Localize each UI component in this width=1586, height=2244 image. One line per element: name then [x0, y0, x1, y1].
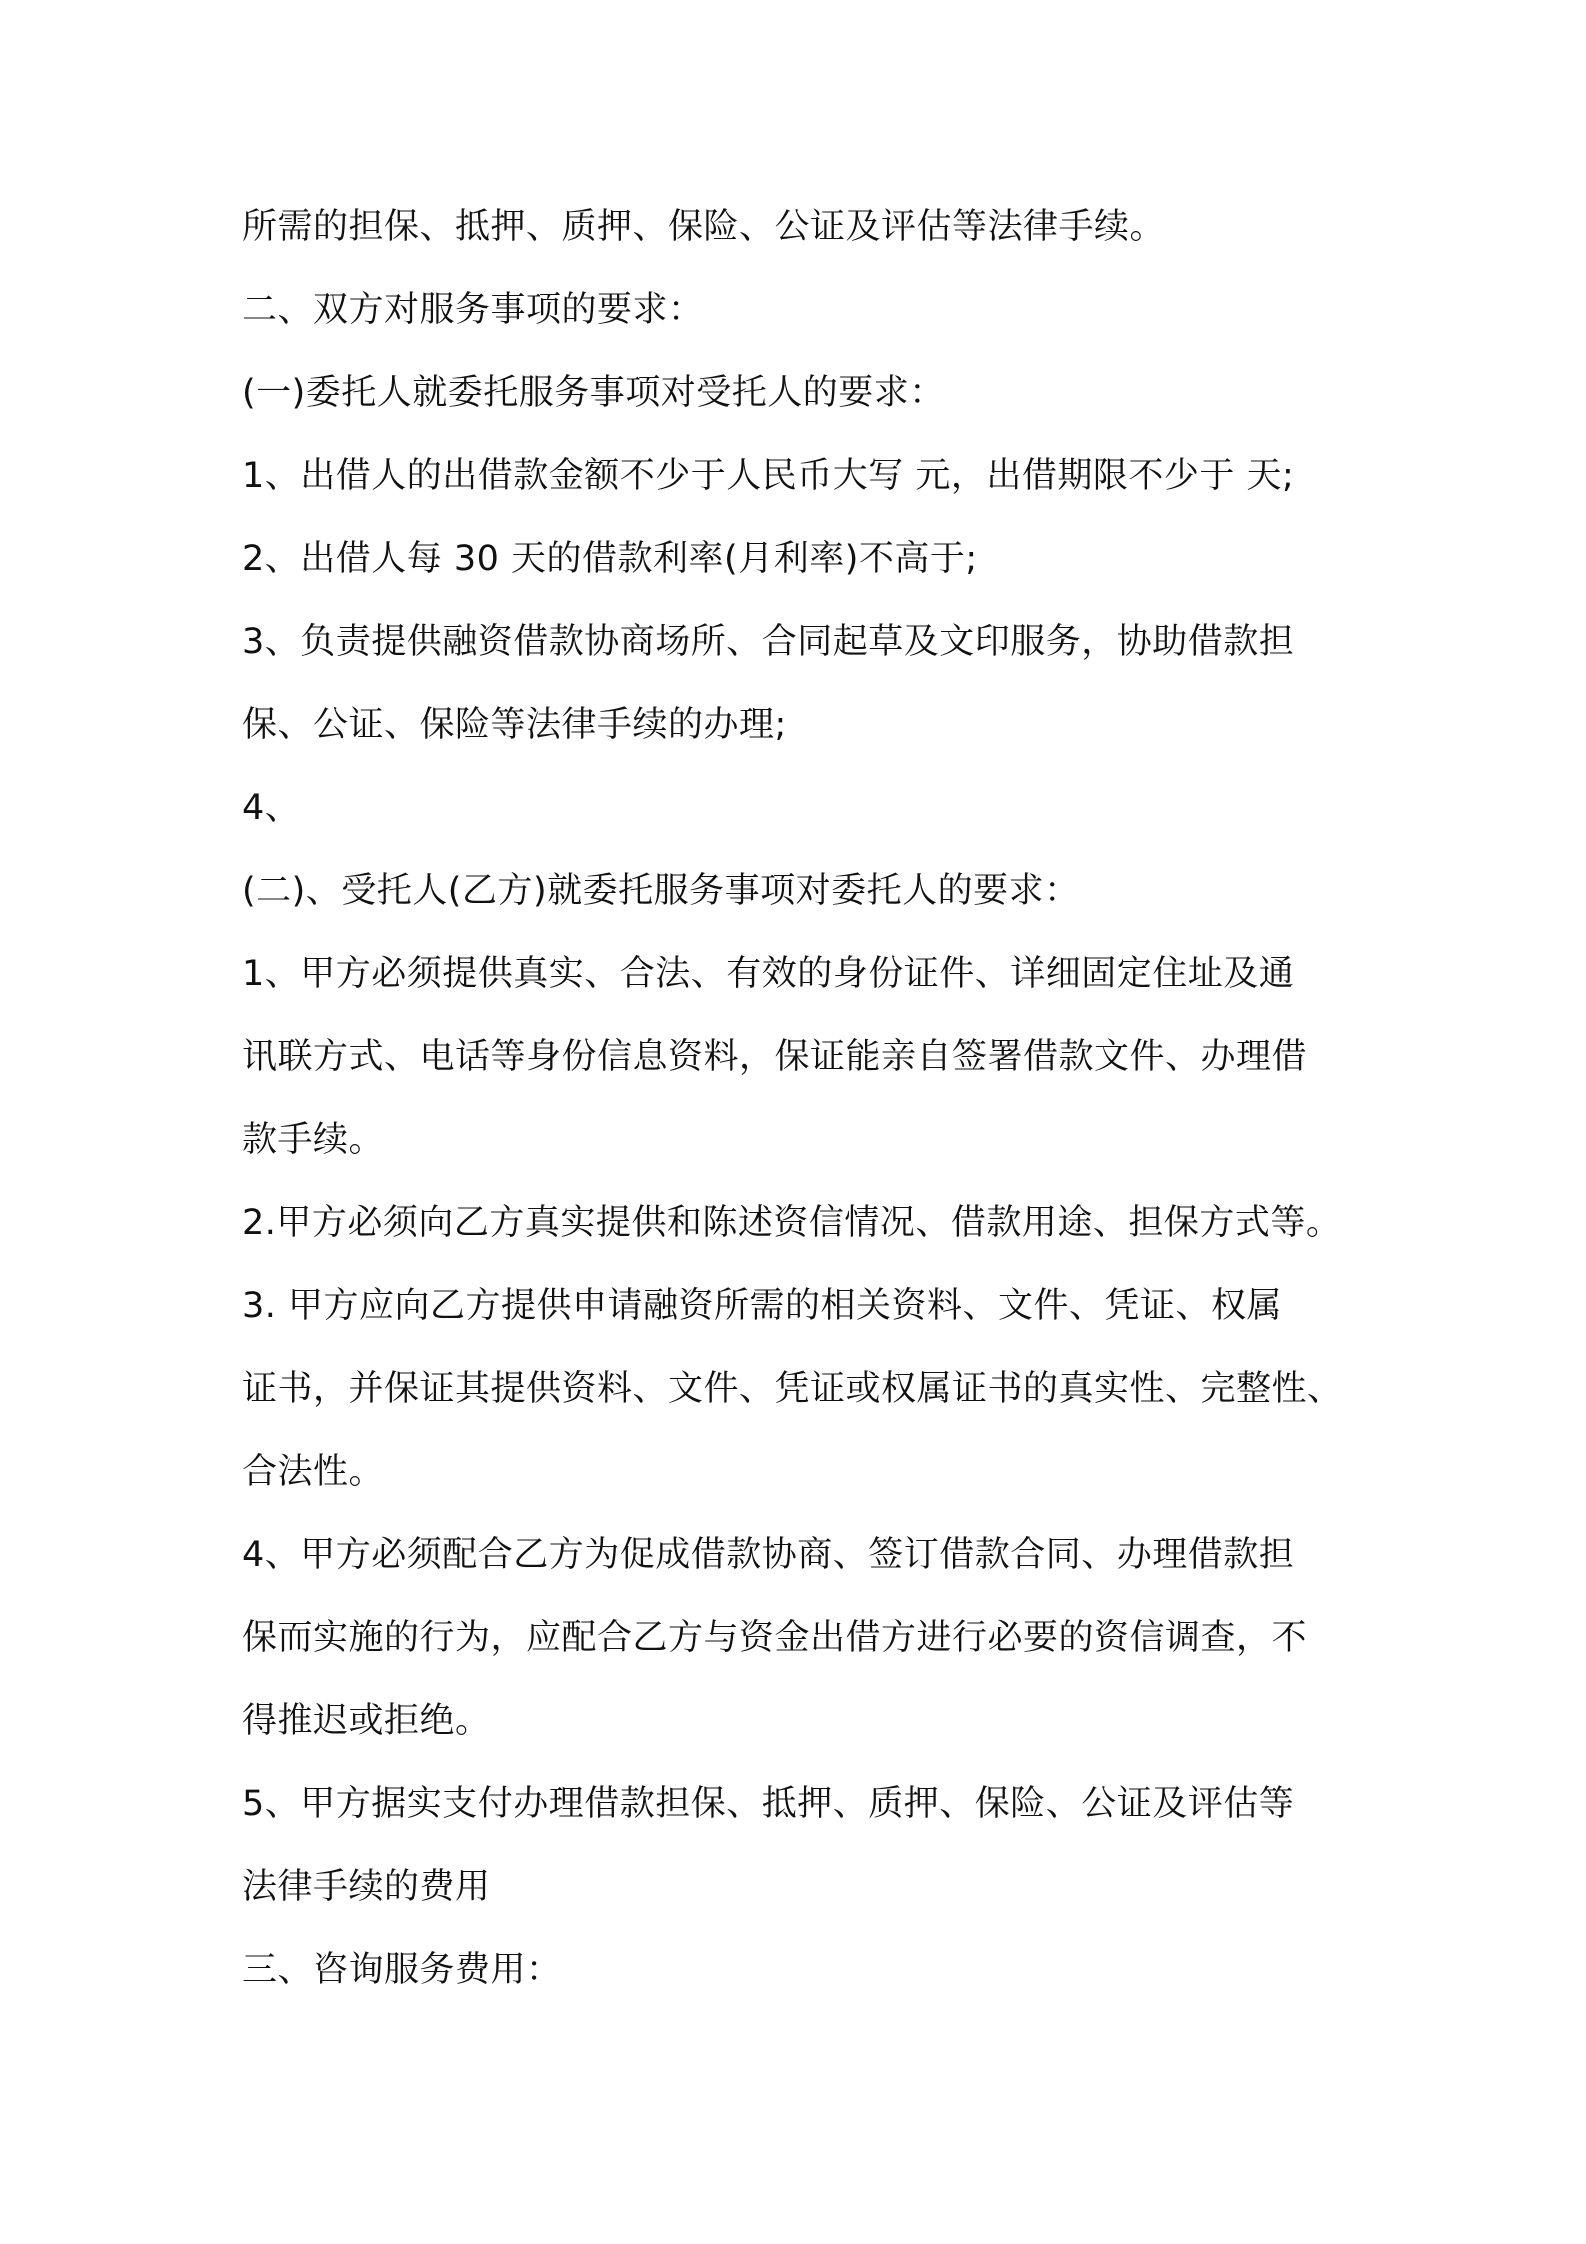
subsection-heading: (二)、受托人(乙方)就委托服务事项对委托人的要求：	[242, 871, 1080, 911]
section-heading: 二、双方对服务事项的要求：	[242, 290, 704, 330]
text-line: 1、出借人的出借款金额不少于人民币大写 元，出借期限不少于 天;	[242, 456, 1295, 496]
text-line: 法律手续的费用	[242, 1867, 491, 1907]
text-line: 得推迟或拒绝。	[242, 1701, 491, 1741]
text-line: 4、甲方必须配合乙方为促成借款协商、签订借款合同、办理借款担	[242, 1535, 1295, 1575]
text-line: 证书，并保证其提供资料、文件、凭证或权属证书的真实性、完整性、	[242, 1369, 1343, 1409]
document-body	[242, 186, 1362, 2012]
text-line: 保而实施的行为，应配合乙方与资金出借方进行必要的资信调查，不	[242, 1618, 1308, 1658]
section-heading: 三、咨询服务费用：	[242, 1950, 562, 1990]
text-line: 所需的担保、抵押、质押、保险、公证及评估等法律手续。	[242, 207, 1166, 247]
text-line: 款手续。	[242, 1120, 385, 1160]
text-line: 3、负责提供融资借款协商场所、合同起草及文印服务，协助借款担	[242, 622, 1295, 662]
text-line: 2.甲方必须向乙方真实提供和陈述资信情况、借款用途、担保方式等。	[242, 1203, 1342, 1243]
text-line: 2、出借人每 30 天的借款利率(月利率)不高于;	[242, 539, 978, 579]
text-line: 保、公证、保险等法律手续的办理;	[242, 705, 787, 745]
text-line: 合法性。	[242, 1452, 385, 1492]
subsection-heading: (一)委托人就委托服务事项对受托人的要求：	[242, 373, 945, 413]
text-line: 4、	[242, 788, 301, 828]
text-line: 1、甲方必须提供真实、合法、有效的身份证件、详细固定住址及通	[242, 954, 1295, 994]
text-line: 讯联方式、电话等身份信息资料，保证能亲自签署借款文件、办理借	[242, 1037, 1308, 1077]
text-line: 3. 甲方应向乙方提供申请融资所需的相关资料、文件、凭证、权属	[242, 1286, 1283, 1326]
text-line: 5、甲方据实支付办理借款担保、抵押、质押、保险、公证及评估等	[242, 1784, 1295, 1824]
